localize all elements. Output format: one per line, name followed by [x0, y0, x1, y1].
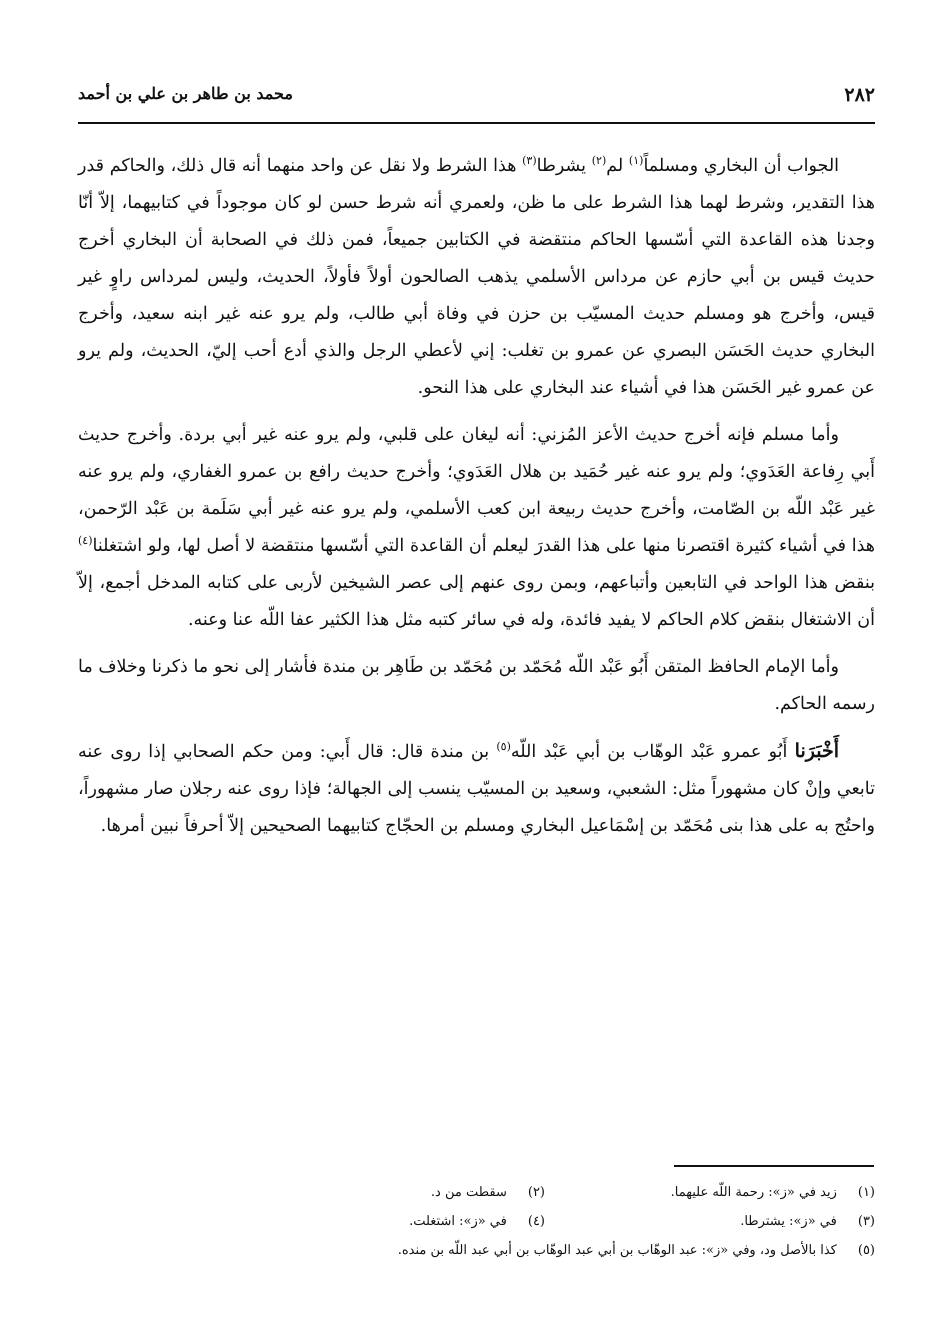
footnote-3 — [545, 1207, 875, 1236]
footnote-ref-4: (٤) — [78, 534, 93, 548]
footnote-text: سقطت من د. — [430, 1185, 507, 1200]
page-number: ٢٨٢ — [844, 84, 875, 106]
footnote-1 — [545, 1178, 875, 1207]
running-title: محمد بن طاهر بن علي بن أحمد — [78, 84, 293, 103]
footnote-4 — [215, 1207, 545, 1236]
header-rule — [78, 122, 875, 124]
footnote-2 — [215, 1178, 545, 1207]
footnote-rule — [674, 1165, 874, 1167]
footnote-number: (٤) — [527, 1214, 545, 1229]
text-run: الجواب أن البخاري ومسلماً — [643, 156, 840, 176]
text-run: هذا الشرط ولا نقل عن واحد منهما أنه قال ذلك، والحاكم قدر هذا التقدير، وشرط لهما هذا الشرط على ما ظن، ولعمري أنه شرط حسن لو كان موجوداً في كتابيهما، إلاّ أنّا وجدنا هذه القاعدة التي أسّسها الحاكم منتقضة في الكتابين جميعاً، فمن ذلك في الصحابة أن البخاري أخرج حديث قيس بن أبي حازم عن مرداس الأسلمي يذهب الصالحون أولاً فأولاً، الحديث، وليس لمرداس راوٍ غير قيس، وأخرج هو ومسلم حديث المسيّب بن حزن في وفاة أبي طالب، ولم يرو عنه غير ابنه سعيد، وأخرج البخاري حديث الحَسَن البصري عن عمرو بن تغلب: إني لأعطي الرجل والذي أدع أحب إليّ، الحديث، ولم يرو عن عمرو غير الحَسَن هذا في أشياء عند البخاري على هذا النحو. — [78, 156, 875, 398]
footnote-text: في «ز»: يشترطا. — [740, 1214, 837, 1229]
page-header — [78, 84, 875, 120]
footnote-ref-3: (٣) — [522, 154, 537, 168]
main-text — [78, 148, 875, 855]
footnote-text: كذا بالأصل ود، وفي «ز»: عبد الوهّاب بن أبي عبد الوهّاب بن أبي عبد اللّه بن منده. — [397, 1243, 837, 1258]
footnotes — [78, 1178, 875, 1265]
text-run: وأما الإمام الحافظ المتقن أَبُو عَبْد اللّه مُحَمّد بن مُحَمّد بن طَاهِر بن مندة فأشار إلى نحو ما ذكرنا وخلاف ما رسمه الحاكم. — [78, 657, 875, 714]
footnote-number: (٢) — [527, 1185, 545, 1200]
footnote-row — [78, 1178, 875, 1207]
text-run: بن مندة قال: قال أَبي: ومن حكم الصحابي إذا روى عنه تابعي وإنْ كان مشهوراً مثل: الشعبي، وسعيد بن المسيّب ينسب إلى الجهالة؛ فإذا روى عنه رجلان صار مشهوراً، واحتُج به على هذا بنى مُحَمّد بن إسْمَاعيل البخاري ومسلم بن الحجّاج كتابيهما الصحيحين إلاّ أحرفاً نبين أمرها. — [78, 742, 875, 836]
footnote-row — [78, 1236, 875, 1265]
footnote-ref-1: (١) — [628, 154, 644, 168]
footnote-ref-2: (٢) — [591, 154, 607, 168]
text-run: بنقض هذا الواحد في التابعين وأتباعهم، وبمن روى عنهم إلى عصر الشيخين لأربى على كتابه المدخل أجمع، إلاّ أن الاشتغال بنقض كلام الحاكم لا يفيد فائدة، وله في سائر كتبه مثل هذا الكثير عفا اللّه عنا وعنه. — [78, 573, 875, 630]
footnote-number: (٣) — [857, 1214, 875, 1229]
footnote-ref-5: (٥) — [496, 740, 511, 754]
footnote-text: زيد في «ز»: رحمة اللّه عليهما. — [670, 1185, 837, 1200]
footnote-5 — [398, 1236, 875, 1265]
footnote-row — [78, 1207, 875, 1236]
paragraph-2 — [78, 417, 875, 639]
lead-word: أَخْبَرَنا — [794, 740, 839, 762]
text-run: أَبُو عمرو عَبْد الوهّاب بن أبي عَبْد اللّه — [510, 742, 795, 762]
text-run: وأما مسلم فإنه أخرج حديث الأعز المُزني: أنه ليغان على قلبي، ولم يرو عنه غير أبي بردة. وأخرج حديث أَبي رِفاعة العَدَوي؛ ولم يرو عنه غير حُمَيد بن هلال العَدَوي؛ وأخرج حديث رافع بن عمرو الغفاري، ولم يرو عنه غير عَبْد اللّه بن الصّامت، وأخرج حديث ربيعة ابن كعب الأسلمي، ولم يرو عنه غير أبي سَلَمة بن عَبْد الرّحمن، هذا في أشياء كثيرة اقتصرنا منها على هذا القدرَ ليعلم أن القاعدة التي أسّسها منتقضة لا أصل لها، ولو اشتغلنا — [78, 425, 875, 556]
footnote-number: (١) — [857, 1185, 875, 1200]
footnote-text: في «ز»: اشتغلت. — [409, 1214, 507, 1229]
text-run: لم — [606, 156, 629, 176]
paragraph-3 — [78, 649, 875, 723]
text-run: يشرطا — [536, 156, 592, 176]
paragraph-1 — [78, 148, 875, 407]
footnote-number: (٥) — [857, 1243, 875, 1258]
paragraph-4 — [78, 733, 875, 845]
